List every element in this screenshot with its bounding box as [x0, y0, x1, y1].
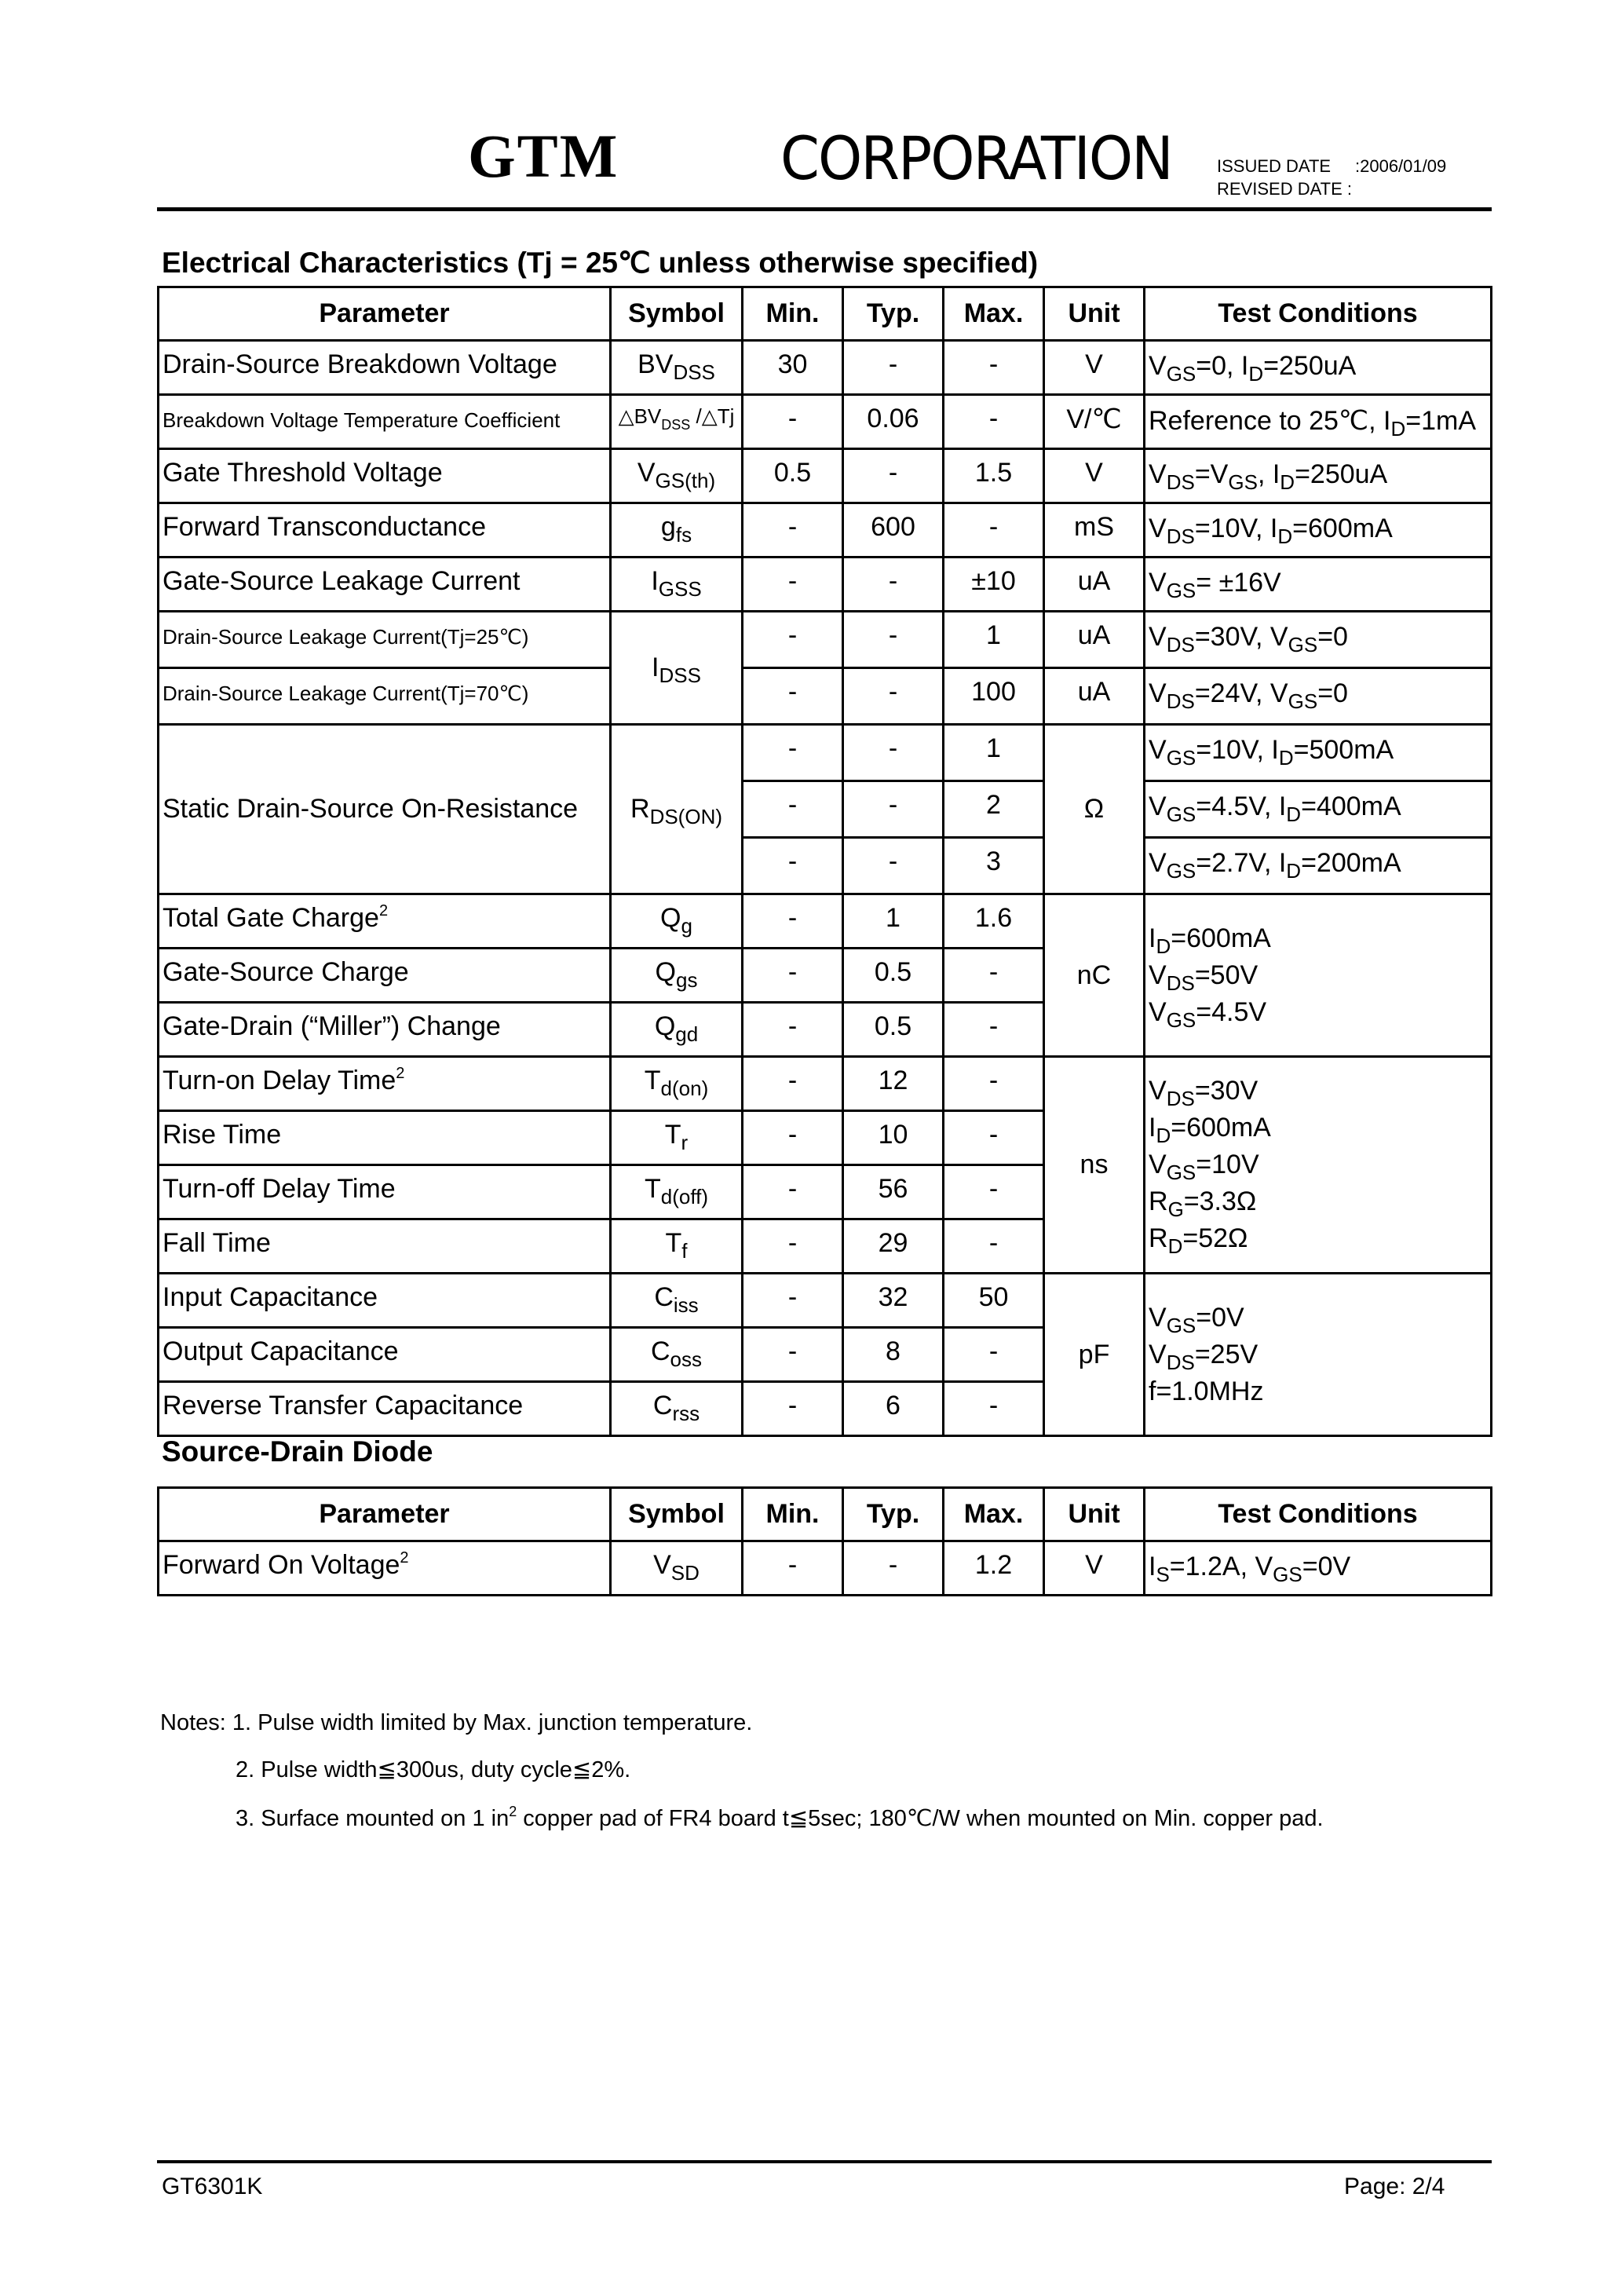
min-cell: - — [743, 1328, 843, 1382]
min-cell: - — [743, 1541, 843, 1596]
note-1: Notes: 1. Pulse width limited by Max. junction temperature. — [160, 1710, 753, 1735]
test-conditions-cell: $V_{DS}=V_{GS}$, $I_D=250uA$ — [1145, 449, 1492, 503]
typ-cell: 0.5 — [843, 1003, 944, 1057]
column-header: Min. — [743, 1488, 843, 1541]
max-cell: 1 — [944, 725, 1044, 781]
min-cell: - — [743, 1382, 843, 1436]
max-cell: - — [944, 1165, 1044, 1219]
test-conditions-cell: $V_{GS}=0V$ $V_{DS}=25V$ f=1.0MHz — [1145, 1274, 1492, 1436]
parameter-cell: Drain-Source Breakdown Voltage — [159, 341, 611, 395]
symbol-cell: $I_{DSS}$ — [611, 612, 743, 725]
min-cell: - — [743, 1057, 843, 1111]
unit-cell: uA — [1044, 612, 1145, 668]
unit-cell: V — [1044, 341, 1145, 395]
parameter-cell: Turn-off Delay Time — [159, 1165, 611, 1219]
min-cell: - — [743, 395, 843, 449]
max-cell: 1.5 — [944, 449, 1044, 503]
min-cell: - — [743, 725, 843, 781]
parameter-cell: Gate-Drain (“Miller”) Change — [159, 1003, 611, 1057]
min-cell: - — [743, 1003, 843, 1057]
parameter-cell: Forward On Voltage$^2$ — [159, 1541, 611, 1596]
test-conditions-cell: $V_{DS}=30V$, $V_{GS}=0$ — [1145, 612, 1492, 668]
max-cell: - — [944, 1111, 1044, 1165]
typ-cell: - — [843, 781, 944, 838]
table-row — [159, 612, 1492, 668]
typ-cell: - — [843, 341, 944, 395]
unit-cell: uA — [1044, 668, 1145, 725]
electrical-characteristics-table — [157, 286, 1492, 1437]
table-row — [159, 395, 1492, 449]
company-logo: GTM — [468, 122, 619, 190]
typ-cell: - — [843, 612, 944, 668]
column-header: Unit — [1044, 1488, 1145, 1541]
note-3: 3. Surface mounted on 1 $in^2$ copper pad of FR4 board t≦5sec; 180℃/W when mounted on Min. copper pad. — [236, 1804, 1324, 1831]
typ-cell: 1 — [843, 894, 944, 949]
parameter-cell: Forward Transconductance — [159, 503, 611, 558]
parameter-cell: Gate-Source Charge — [159, 949, 611, 1003]
min-cell: - — [743, 1219, 843, 1274]
typ-cell: - — [843, 725, 944, 781]
table-header-row — [159, 287, 1492, 341]
typ-cell: 29 — [843, 1219, 944, 1274]
unit-cell: V/℃ — [1044, 395, 1145, 449]
issue-dates — [1217, 155, 1446, 200]
footer-divider — [157, 2160, 1492, 2163]
table-row — [159, 1274, 1492, 1328]
max-cell: - — [944, 503, 1044, 558]
table-header-row — [159, 1488, 1492, 1541]
symbol-cell: $Q_{gs}$ — [611, 949, 743, 1003]
max-cell: - — [944, 949, 1044, 1003]
electrical-characteristics-title: Electrical Characteristics (Tj = 25℃ unless otherwise specified) — [162, 247, 1039, 279]
parameter-cell: Drain-Source Leakage Current(Tj=25℃) — [159, 612, 611, 668]
symbol-cell: $g_{fs}$ — [611, 503, 743, 558]
column-header: Symbol — [611, 287, 743, 341]
max-cell: - — [944, 1003, 1044, 1057]
column-header: Typ. — [843, 287, 944, 341]
symbol-cell: $Q_g$ — [611, 894, 743, 949]
column-header: Max. — [944, 287, 1044, 341]
min-cell: - — [743, 894, 843, 949]
typ-cell: 600 — [843, 503, 944, 558]
typ-cell: 0.06 — [843, 395, 944, 449]
parameter-cell: Rise Time — [159, 1111, 611, 1165]
min-cell: - — [743, 558, 843, 612]
test-conditions-cell: $V_{DS}=30V$ $I_D=600mA$ $V_{GS}=10V$ $R_G=3.3\Omega$ $R_D=52\Omega$ — [1145, 1057, 1492, 1274]
issued-date-label: ISSUED DATE — [1217, 156, 1332, 176]
parameter-cell: Static Drain-Source On-Resistance — [159, 725, 611, 894]
max-cell: 1 — [944, 612, 1044, 668]
symbol-cell: $C_{oss}$ — [611, 1328, 743, 1382]
max-cell: - — [944, 341, 1044, 395]
column-header: Typ. — [843, 1488, 944, 1541]
min-cell: - — [743, 612, 843, 668]
column-header: Parameter — [159, 287, 611, 341]
test-conditions-cell: $I_D=600mA$ $V_{DS}=50V$ $V_{GS}=4.5V$ — [1145, 894, 1492, 1057]
symbol-cell: $C_{iss}$ — [611, 1274, 743, 1328]
symbol-cell: $T_f$ — [611, 1219, 743, 1274]
typ-cell: 12 — [843, 1057, 944, 1111]
symbol-cell: $T_{d(off)}$ — [611, 1165, 743, 1219]
test-conditions-cell: $V_{DS}=24V$, $V_{GS}=0$ — [1145, 668, 1492, 725]
test-conditions-cell: $V_{DS}=10V$, $I_D=600mA$ — [1145, 503, 1492, 558]
symbol-cell: $V_{GS(th)}$ — [611, 449, 743, 503]
column-header: Test Conditions — [1145, 287, 1492, 341]
table-row — [159, 1541, 1492, 1596]
symbol-cell: $I_{GSS}$ — [611, 558, 743, 612]
test-conditions-cell: $V_{GS}=0$, $I_D=250uA$ — [1145, 341, 1492, 395]
source-drain-diode-table — [157, 1486, 1492, 1596]
column-header: Parameter — [159, 1488, 611, 1541]
test-conditions-cell: $V_{GS}=4.5V$, $I_D=400mA$ — [1145, 781, 1492, 838]
table-row — [159, 503, 1492, 558]
min-cell: - — [743, 668, 843, 725]
typ-cell: - — [843, 449, 944, 503]
part-number: GT6301K — [162, 2174, 263, 2199]
parameter-cell: Fall Time — [159, 1219, 611, 1274]
typ-cell: 56 — [843, 1165, 944, 1219]
typ-cell: - — [843, 838, 944, 894]
min-cell: - — [743, 503, 843, 558]
typ-cell: - — [843, 558, 944, 612]
corporation-title: CORPORATION — [780, 123, 1172, 193]
unit-cell: uA — [1044, 558, 1145, 612]
typ-cell: 32 — [843, 1274, 944, 1328]
column-header: Unit — [1044, 287, 1145, 341]
min-cell: - — [743, 1111, 843, 1165]
unit-cell: nC — [1044, 894, 1145, 1057]
symbol-cell: $C_{rss}$ — [611, 1382, 743, 1436]
min-cell: - — [743, 1165, 843, 1219]
unit-cell: V — [1044, 449, 1145, 503]
test-conditions-cell: Reference to 25℃, $I_D=1mA$ — [1145, 395, 1492, 449]
revised-date-label: REVISED DATE : — [1217, 179, 1352, 199]
min-cell: 30 — [743, 341, 843, 395]
column-header: Min. — [743, 287, 843, 341]
source-drain-diode-title: Source-Drain Diode — [162, 1435, 433, 1468]
max-cell: - — [944, 1057, 1044, 1111]
symbol-cell: $R_{DS(ON)}$ — [611, 725, 743, 894]
parameter-cell: Gate Threshold Voltage — [159, 449, 611, 503]
test-conditions-cell: $V_{GS}=10V$, $I_D=500mA$ — [1145, 725, 1492, 781]
min-cell: 0.5 — [743, 449, 843, 503]
parameter-cell: Reverse Transfer Capacitance — [159, 1382, 611, 1436]
unit-cell: V — [1044, 1541, 1145, 1596]
unit-cell: mS — [1044, 503, 1145, 558]
max-cell: - — [944, 395, 1044, 449]
table-row — [159, 341, 1492, 395]
max-cell: - — [944, 1328, 1044, 1382]
symbol-cell: $V_{SD}$ — [611, 1541, 743, 1596]
typ-cell: 0.5 — [843, 949, 944, 1003]
max-cell: 2 — [944, 781, 1044, 838]
max-cell: 100 — [944, 668, 1044, 725]
typ-cell: 6 — [843, 1382, 944, 1436]
page-number: Page: 2/4 — [1344, 2174, 1445, 2199]
symbol-cell: $BV_{DSS}$ — [611, 341, 743, 395]
table-row — [159, 558, 1492, 612]
parameter-cell: Output Capacitance — [159, 1328, 611, 1382]
max-cell: 50 — [944, 1274, 1044, 1328]
unit-cell: ns — [1044, 1057, 1145, 1274]
min-cell: - — [743, 838, 843, 894]
parameter-cell: Breakdown Voltage Temperature Coefficient — [159, 395, 611, 449]
table-row — [159, 894, 1492, 949]
note-2: 2. Pulse width≦300us, duty cycle≦2%. — [236, 1757, 631, 1782]
column-header: Symbol — [611, 1488, 743, 1541]
test-conditions-cell: $V_{GS}= \pm 16V$ — [1145, 558, 1492, 612]
typ-cell: 10 — [843, 1111, 944, 1165]
max-cell: 1.2 — [944, 1541, 1044, 1596]
table-row — [159, 449, 1492, 503]
table-row — [159, 725, 1492, 781]
symbol-cell: $T_{d(on)}$ — [611, 1057, 743, 1111]
parameter-cell: Drain-Source Leakage Current(Tj=70℃) — [159, 668, 611, 725]
max-cell: 1.6 — [944, 894, 1044, 949]
max-cell: ±10 — [944, 558, 1044, 612]
parameter-cell: Gate-Source Leakage Current — [159, 558, 611, 612]
column-header: Max. — [944, 1488, 1044, 1541]
test-conditions-cell: $I_S=1.2A$, $V_{GS}=0V$ — [1145, 1541, 1492, 1596]
column-header: Test Conditions — [1145, 1488, 1492, 1541]
symbol-cell: $\triangle BV_{DSS}$ /△Tj — [611, 395, 743, 449]
table-row — [159, 1057, 1492, 1111]
max-cell: - — [944, 1219, 1044, 1274]
min-cell: - — [743, 949, 843, 1003]
symbol-cell: $Q_{gd}$ — [611, 1003, 743, 1057]
test-conditions-cell: $V_{GS}=2.7V$, $I_D=200mA$ — [1145, 838, 1492, 894]
max-cell: 3 — [944, 838, 1044, 894]
header-divider — [157, 207, 1492, 211]
max-cell: - — [944, 1382, 1044, 1436]
issued-date-value: :2006/01/09 — [1355, 156, 1447, 176]
table-row — [159, 668, 1492, 725]
min-cell: - — [743, 781, 843, 838]
parameter-cell: Input Capacitance — [159, 1274, 611, 1328]
unit-cell: pF — [1044, 1274, 1145, 1436]
parameter-cell: Total Gate Charge$^2$ — [159, 894, 611, 949]
min-cell: - — [743, 1274, 843, 1328]
typ-cell: - — [843, 668, 944, 725]
typ-cell: 8 — [843, 1328, 944, 1382]
symbol-cell: $T_r$ — [611, 1111, 743, 1165]
unit-cell: Ω — [1044, 725, 1145, 894]
parameter-cell: Turn-on Delay Time$^2$ — [159, 1057, 611, 1111]
typ-cell: - — [843, 1541, 944, 1596]
